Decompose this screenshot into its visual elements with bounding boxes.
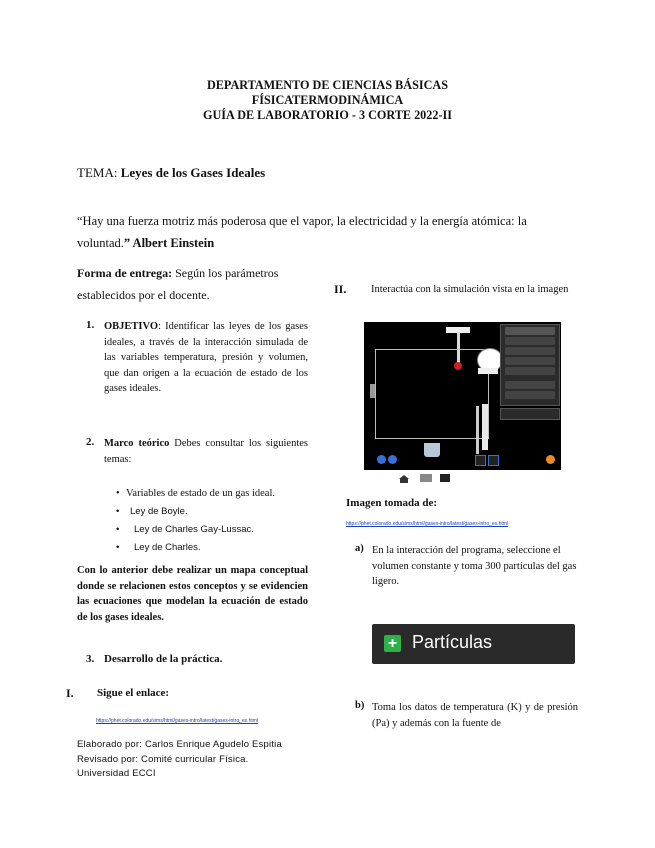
play-icon [377, 455, 386, 464]
bullet-icon: • [116, 506, 120, 517]
imagen-link[interactable]: https://phet.colorado.edu/sims/html/gases-intro/latest/gases-intro_es.html [346, 521, 509, 527]
tema-value: Leyes de los Gases Ideales [120, 165, 266, 180]
marco-text: Debes consultar los siguientes temas: [104, 438, 308, 465]
bullet-icon: • [116, 542, 120, 553]
footer [77, 738, 282, 782]
particulas-label: Partículas [412, 632, 493, 652]
desarrollo-number: 3. [86, 653, 95, 665]
bullet-icon: • [116, 524, 120, 535]
item-b-text: Toma los datos de temperatura (K) y de presión (Pa) y además con la fuente de [372, 702, 578, 729]
constant-parameter-panel [500, 324, 560, 406]
pump-icon [482, 404, 488, 450]
desarrollo-label: Desarrollo de la práctica. [104, 653, 223, 665]
list-item: • Ley de Boyle. [116, 503, 275, 521]
footer-reviewer: Revisado por: Comité curricular Física. [77, 753, 249, 765]
step1-number: I. [66, 686, 74, 700]
objetivo [104, 319, 308, 397]
item-a-label: a) [355, 543, 364, 554]
plus-icon: + [384, 635, 401, 652]
marco-teorico [104, 436, 308, 467]
entrega-label: Forma de entrega: [77, 266, 173, 280]
tema-label: TEMA: [77, 165, 121, 180]
enlace-link[interactable]: https://phet.colorado.edu/sims/html/gases-intro/latest/gases-intro_es.html [96, 718, 259, 724]
simulation-image [364, 322, 561, 470]
header-line-3: GUÍA DE LABORATORIO - 3 CORTE 2022-II [203, 108, 452, 122]
entrega-text: Según los parámetros establecidos por el docente. [77, 266, 279, 302]
footer-author: Elaborado por: Carlos Enrique Agudelo Espitia [77, 739, 282, 750]
objetivo-text: : Identificar las leyes de los gases ideales, a través de la interacción simulada de las variables temperatura, presión y volumen, que dan origen a la ecuación de estado de los gases ideales. [104, 321, 308, 394]
tema [77, 165, 265, 181]
list-item: • Ley de Charles. [116, 539, 275, 557]
quote-author: ” Albert Einstein [123, 236, 215, 250]
control-icon [488, 455, 499, 466]
step2-text: Interactúa con la simulación vista en la imagen [371, 284, 569, 295]
objetivo-number: 1. [86, 319, 95, 331]
quote-text: “Hay una fuerza motriz más poderosa que el vapor, la electricidad y la energía atómica: la voluntad. [77, 214, 527, 250]
objetivo-label: OBJETIVO [104, 321, 159, 332]
step-icon [388, 455, 397, 464]
control-icon [475, 455, 486, 466]
list-item: • Variables de estado de un gas ideal. [116, 485, 275, 503]
gas-chamber [375, 349, 489, 439]
marco-label: Marco teórico [104, 438, 170, 449]
forma-entrega [77, 262, 317, 306]
item-b-label: b) [355, 700, 365, 711]
temas-list [116, 485, 275, 557]
sim-navbar [398, 470, 458, 480]
pressure-readout [478, 368, 498, 374]
bullet-icon: • [116, 488, 120, 499]
particles-panel [500, 408, 560, 420]
pump-pipe [476, 406, 479, 454]
marco-number: 2. [86, 436, 95, 448]
quote [77, 210, 567, 254]
chamber-handle [370, 384, 375, 398]
list-item: • Ley de Charles Gay-Lussac. [116, 521, 275, 539]
footer-university: Universidad ECCI [77, 768, 156, 779]
step2-number: II. [334, 282, 347, 296]
heater-bucket-icon [424, 443, 440, 457]
mapa-conceptual-text: Con lo anterior debe realizar un mapa conceptual donde se relacionen estos conceptos y se evidencien las ecuaciones que modelan la ecuación de estado de los gases ideales. [77, 565, 308, 623]
home-icon [398, 473, 458, 483]
header-line-1: DEPARTAMENTO DE CIENCIAS BÁSICAS [207, 78, 448, 92]
item-a-text: En la interacción del programa, seleccione el volumen constante y toma 300 partículas del gas ligero. [372, 545, 577, 587]
header-line-2: FÍSICATERMODINÁMICA [251, 93, 404, 107]
step1-label: Sigue el enlace: [97, 687, 170, 699]
reset-icon [546, 455, 555, 464]
imagen-label: Imagen tomada de: [346, 497, 438, 509]
particulas-image [372, 624, 575, 664]
